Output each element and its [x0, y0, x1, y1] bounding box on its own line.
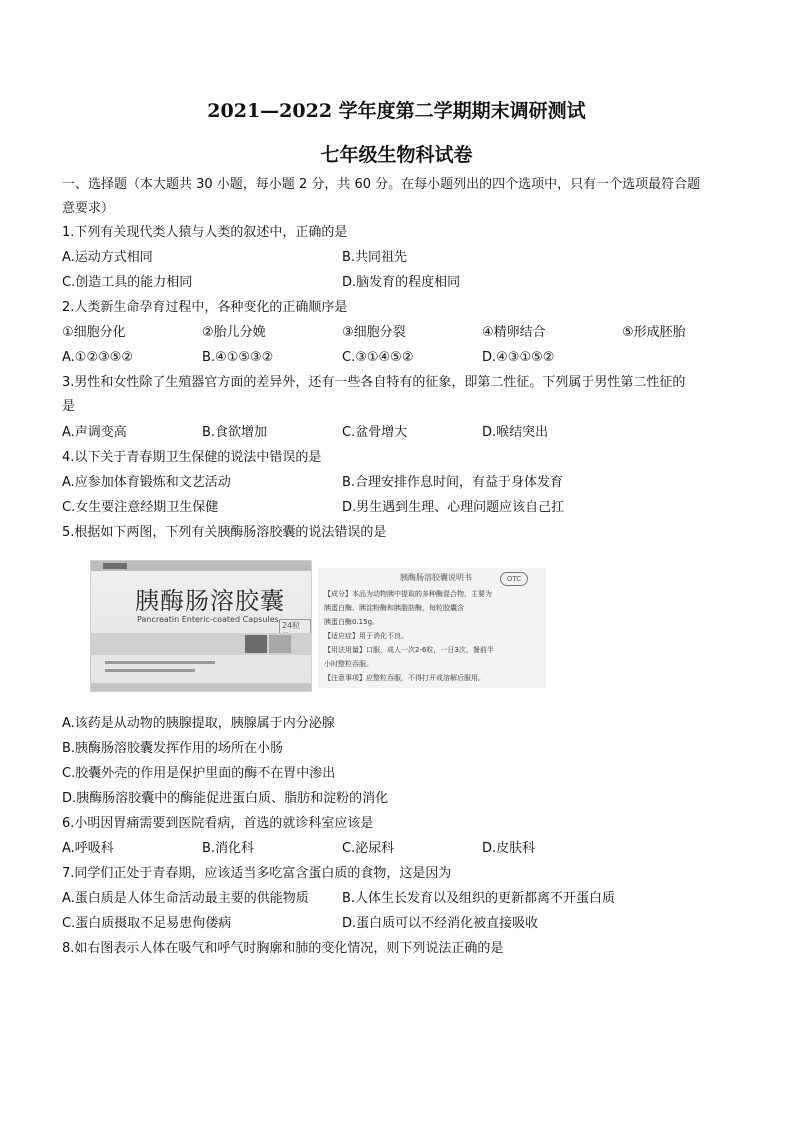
question-7-option-b: B.人体生长发育以及组织的更新都离不开蛋白质	[342, 891, 616, 906]
question-2-stem: 2.人类新生命孕育过程中，各种变化的正确顺序是	[62, 300, 348, 315]
box-fine-print	[105, 661, 215, 664]
question-7-option-d: D.蛋白质可以不经消化被直接吸收	[342, 916, 539, 931]
question-3-option-b: B.食欲增加	[202, 425, 268, 440]
question-7-option-a: A.蛋白质是人体生命活动最主要的供能物质	[62, 891, 309, 906]
box-color-stripe	[91, 633, 311, 655]
question-5-option-c: C.胶囊外壳的作用是保护里面的酶不在胃中渗出	[62, 766, 336, 781]
question-4-option-c: C.女生要注意经期卫生保健	[62, 500, 219, 515]
box-count-label: 24粒	[279, 619, 311, 643]
exam-title: 2021—2022 学年度第二学期期末调研测试	[207, 100, 586, 122]
question-8-stem: 8.如右图表示人体在吸气和呼气时胸廓和肺的变化情况，则下列说法正确的是	[62, 941, 504, 956]
question-1-option-b: B.共同祖先	[342, 250, 408, 265]
question-1-option-a: A.运动方式相同	[62, 250, 153, 265]
question-1-option-d: D.脑发育的程度相同	[342, 275, 461, 290]
leaflet-line: 【注意事项】应整粒吞服，不得打开或溶解后服用。	[324, 674, 485, 682]
question-2-option-b: B.④①⑤③②	[202, 350, 274, 365]
question-3-option-d: D.喉结突出	[482, 425, 549, 440]
medicine-leaflet-image	[318, 568, 546, 688]
question-6-option-b: B.消化科	[202, 841, 255, 856]
question-2-item-2: ②胎儿分娩	[202, 325, 266, 340]
question-2-option-c: C.③①④⑤②	[342, 350, 414, 365]
question-7-option-c: C.蛋白质摄取不足易患佝偻病	[62, 916, 232, 931]
question-6-option-c: C.泌尿科	[342, 841, 395, 856]
question-4-option-d: D.男生遇到生理、心理问题应该自己扛	[342, 500, 565, 515]
question-6-option-a: A.呼吸科	[62, 841, 114, 856]
question-7-stem: 7.同学们正处于青春期，应该适当多吃富含蛋白质的食物，这是因为	[62, 866, 452, 881]
box-drug-name: 胰酶肠溶胶囊	[135, 587, 285, 615]
leaflet-line: 小时整粒吞服。	[324, 660, 373, 668]
question-5-stem: 5.根据如下两图，下列有关胰酶肠溶胶囊的说法错误的是	[62, 525, 387, 540]
question-2-item-1: ①细胞分化	[62, 325, 126, 340]
leaflet-line: 【适应症】用于消化不良。	[324, 632, 408, 640]
question-5-option-d: D.胰酶肠溶胶囊中的酶能促进蛋白质、脂肪和淀粉的消化	[62, 791, 389, 806]
question-6-stem: 6.小明因胃痛需要到医院看病，首选的就诊科室应该是	[62, 816, 374, 831]
question-4-stem: 4.以下关于青春期卫生保健的说法中错误的是	[62, 450, 322, 465]
stripe-dark-block	[245, 635, 267, 653]
leaflet-line: 胰蛋白酶、胰淀粉酶和胰脂肪酶，每粒胶囊含	[324, 604, 464, 612]
question-3-option-a: A.声调变高	[62, 425, 127, 440]
question-2-option-a: A.①②③⑤②	[62, 350, 134, 365]
leaflet-line: 【用法用量】口服，成人一次2-6粒，一日3次，餐前半	[324, 646, 494, 654]
question-2-item-4: ④精卵结合	[482, 325, 546, 340]
brand-logo	[103, 563, 127, 569]
question-2-item-3: ③细胞分裂	[342, 325, 406, 340]
question-1-stem: 1.下列有关现代类人猿与人类的叙述中，正确的是	[62, 225, 348, 240]
box-fine-print	[105, 669, 195, 672]
question-4-option-a: A.应参加体育锻炼和文艺活动	[62, 475, 231, 490]
otc-badge: OTC	[500, 572, 528, 586]
leaflet-line: 【成分】本品为动物胰中提取的多种酶混合物，主要为	[324, 590, 492, 598]
question-2-option-d: D.④③①⑤②	[482, 350, 555, 365]
question-5-option-b: B.胰酶肠溶胶囊发挥作用的场所在小肠	[62, 741, 284, 756]
leaflet-title: 胰酶肠溶胶囊说明书	[400, 573, 472, 582]
question-2-item-5: ⑤形成胚胎	[622, 325, 686, 340]
section-instructions-line2: 意要求）	[62, 201, 115, 216]
medicine-box-image	[90, 560, 312, 692]
question-1-option-c: C.创造工具的能力相同	[62, 275, 193, 290]
box-english-name: Pancreatin Enteric-coated Capsules	[137, 615, 279, 624]
section-instructions-line1: 一、选择题（本大题共 30 小题，每小题 2 分，共 60 分。在每小题列出的四个选项中，只有一个选项最符合题	[62, 177, 701, 192]
question-3-option-c: C.盆骨增大	[342, 425, 408, 440]
box-bottom-band	[91, 683, 311, 691]
stripe-mid-block	[269, 635, 291, 653]
leaflet-line: 胰蛋白酶0.15g。	[324, 618, 380, 626]
exam-subtitle: 七年级生物科试卷	[320, 144, 473, 166]
question-3-stem-line2: 是	[62, 399, 76, 414]
question-4-option-b: B.合理安排作息时间，有益于身体发育	[342, 475, 564, 490]
question-6-option-d: D.皮肤科	[482, 841, 536, 856]
question-3-stem-line1: 3.男性和女性除了生殖器官方面的差异外，还有一些各自特有的征象，即第二性征。下列属于男性第二性征的	[62, 375, 686, 390]
question-5-option-a: A.该药是从动物的胰腺提取，胰腺属于内分泌腺	[62, 716, 335, 731]
